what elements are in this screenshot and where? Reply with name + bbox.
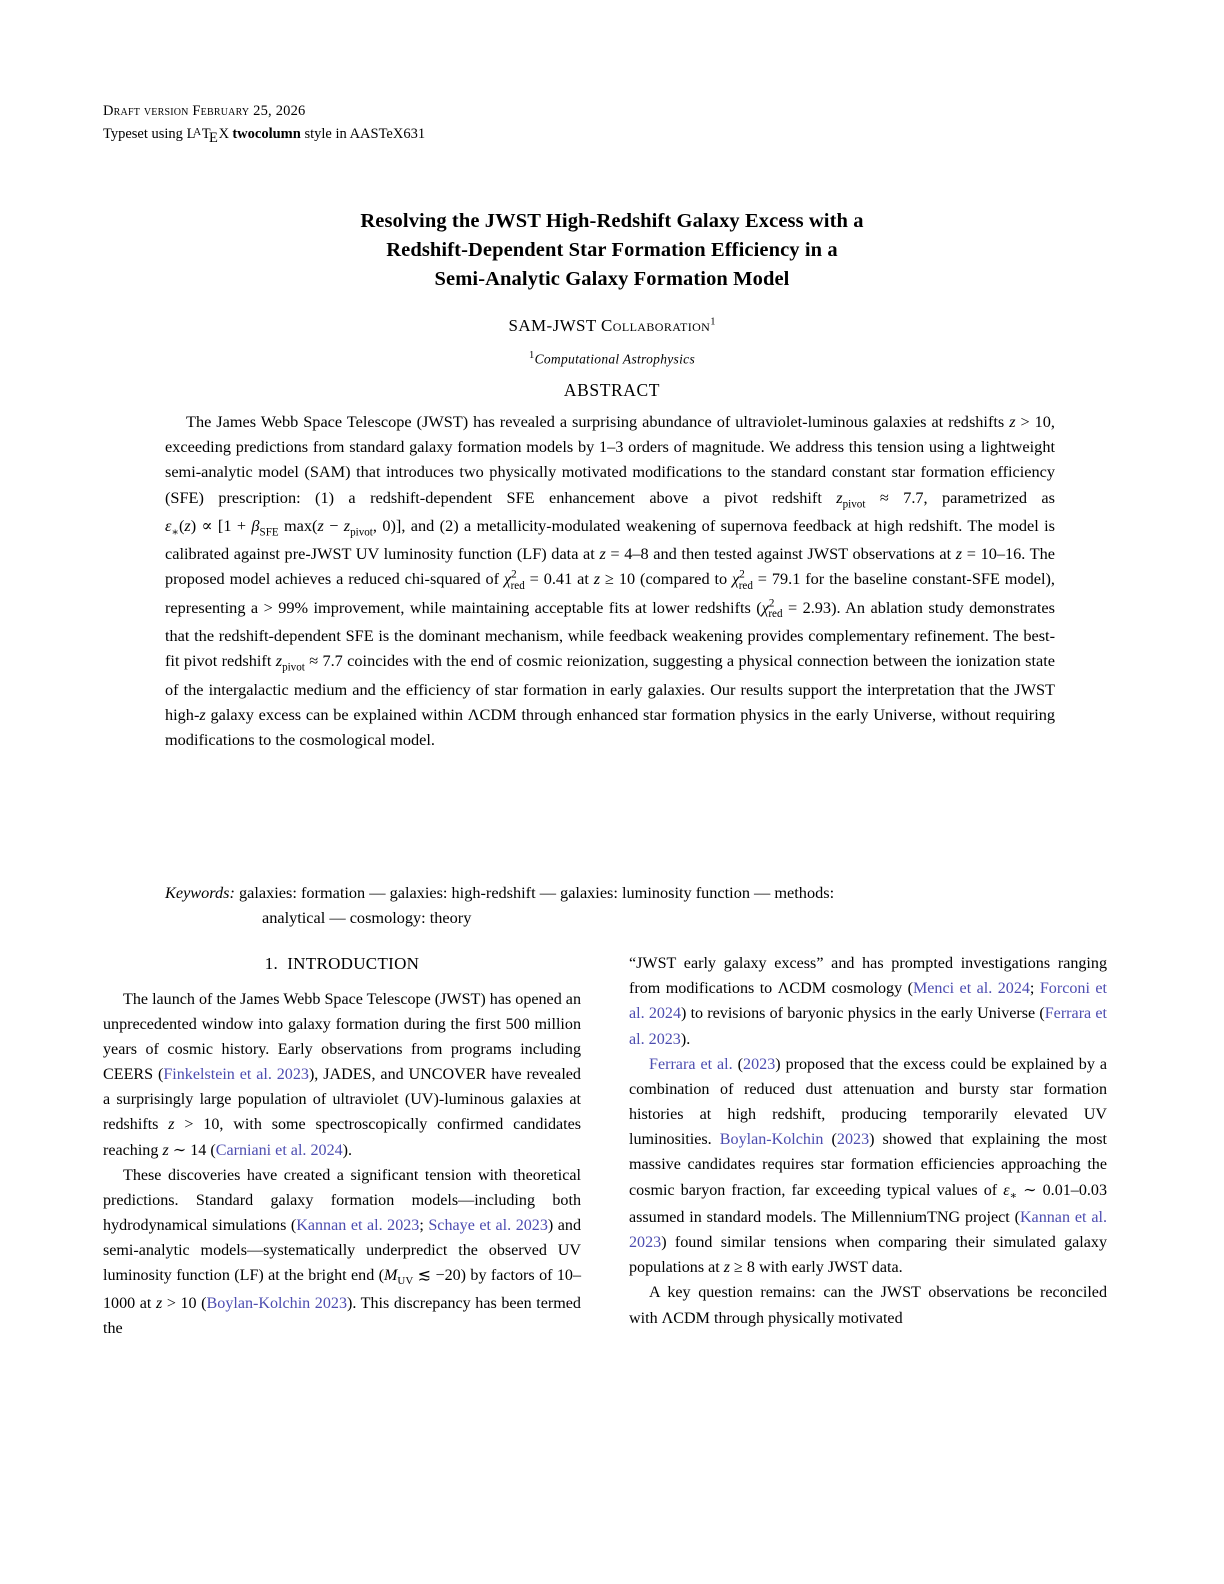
paragraph-intro-5: A key question remains: can the JWST observations be reconciled with ΛCDM through physically motivated	[629, 1284, 1107, 1327]
page-title	[152, 207, 1072, 294]
title-line-3: Semi-Analytic Galaxy Formation Model	[434, 268, 790, 291]
citation-carniani-2024[interactable]: Carniani et al. 2024	[215, 1141, 343, 1159]
title-line-1: Resolving the JWST High-Redshift Galaxy Excess with a	[360, 210, 864, 232]
citation-boylan-kolchin-year[interactable]: 2023	[836, 1131, 870, 1149]
section-number: 1.	[264, 954, 279, 973]
keywords-block	[165, 880, 1055, 931]
abstract-paragraph: The James Webb Space Telescope (JWST) has revealed a surprising abundance of ultraviolet-luminous galaxies at redshifts z > 10, exceeding predictions from standard galaxy formation models by 1–3 orders of magnitude. We address this tension using a lightweight semi-analytic model (SAM) that introduces two physically motivated modifications to the standard constant star formation efficiency (SFE) prescription: (1) a redshift-dependent SFE enhancement above a pivot redshift $z_{pivot} \approx 7.7$, parametrized as $\varepsilon_∗(z) \propto [1 + \beta_{SFE}$ $\max(z - z_{pivot}$, 0)], and (2) a metallicity-modulated weakening of supernova feedback at high redshift. The model is calibrated against pre-JWST UV luminosity function (LF) data at z = 4–8 and then tested against JWST observations at z = 10–16. The proposed model achieves a reduced chi-squared of $\chi^2_{red} = 0.41$ at z ≥ 10 (compared to $\chi^2_{red} = 79.1$ for the baseline constant-SFE model), representing a > 99% improvement, while maintaining acceptable fits at lower redshifts $(\chi^2_{red} = 2.93)$. An ablation study demonstrates that the redshift-dependent SFE is the dominant mechanism, while feedback weakening provides complementary refinement. The best-fit pivot redshift $z_{pivot} \approx 7.7$ coincides with the end of cosmic reionization, suggesting a physical connection between the ionization state of the intergalactic medium and the efficiency of star formation in early galaxies. Our results support the interpretation that the JWST high-z galaxy excess can be explained within ΛCDM through enhanced star formation physics in the early Universe, without requiring modifications to the cosmological model.	[165, 412, 1056, 749]
typeset-prefix: Typeset using	[103, 126, 187, 143]
keywords-line-2: analytical — cosmology: theory	[262, 908, 472, 928]
title-block	[152, 207, 1072, 368]
affiliation-marker: 1	[529, 350, 535, 362]
citation-schaye-2023[interactable]: Schaye et al. 2023	[428, 1217, 548, 1235]
typeset-line	[103, 123, 1123, 145]
citation-forconi-2024[interactable]: Forconi et al. 2024	[629, 980, 1108, 1023]
latex-logo: $L^A$ TEX	[186, 125, 229, 146]
paragraph-intro-3: “JWST early galaxy excess” and has prompted investigations ranging from modifications to ΛCDM cosmology (Menci et al. 2024; Forconi et al. 2024) to revisions of baryonic physics in the early Universe (Ferrara et al. 2023).	[629, 955, 1108, 1048]
citation-ferrara-year[interactable]: 2023	[743, 1055, 776, 1073]
keywords-label: Keywords:	[165, 883, 235, 902]
citation-menci-2024[interactable]: Menci et al. 2024	[912, 980, 1030, 998]
affiliation-text: Computational Astrophysics	[534, 351, 695, 367]
paragraph-intro-4: Ferrara et al. (2023) proposed that the excess could be explained by a combination of reduced dust attenuation and bursty star formation histories at high redshift, producing temporarily elevated UV luminosities. Boylan-Kolchin (2023) showed that explaining the most massive candidates requires star formation efficiencies approaching the cosmic baryon fraction, far exceeding typical values of $\varepsilon_∗$ ∼ 0.01–0.03 assumed in standard models. The MillenniumTNG project (Kannan et al. 2023) found similar tensions when comparing their simulated galaxy populations at z ≥ 8 with early JWST data.	[629, 1055, 1108, 1277]
body-column-left	[103, 951, 581, 1341]
citation-ferrara-et-al[interactable]: Ferrara et al.	[649, 1055, 733, 1073]
citation-finkelstein-2023[interactable]: Finkelstein et al. 2023	[163, 1066, 309, 1084]
citation-ferrara-2023[interactable]: Ferrara et al. 2023	[629, 1005, 1107, 1048]
title-line-2: Redshift-Dependent Star Formation Efficiency in a	[386, 239, 838, 262]
citation-boylan-kolchin-2023[interactable]: Boylan-Kolchin 2023	[206, 1294, 347, 1312]
section-heading-introduction	[103, 951, 581, 978]
paragraph-intro-1: The launch of the James Webb Space Telescope (JWST) has opened an unprecedented window into galaxy formation during the first 500 million years of cosmic history. Early observations from programs including CEERS (Finkelstein et al. 2023), JADES, and UNCOVER have revealed a surprisingly large population of ultraviolet (UV)-luminous galaxies at redshifts z > 10, with some spectroscopically confirmed candidates reaching z ∼ 14 (Carniani et al. 2024).	[103, 990, 582, 1159]
citation-boylan-kolchin-name[interactable]: Boylan-Kolchin	[719, 1131, 824, 1149]
draft-version-line: Draft version February 25, 2026	[103, 103, 306, 119]
style-name: twocolumn	[232, 126, 301, 143]
section-title: INTRODUCTION	[287, 954, 420, 973]
typeset-suffix: style in AASTeX631	[300, 126, 426, 143]
author-affiliation-marker: 1	[710, 316, 716, 328]
keywords-line-1: galaxies: formation — galaxies: high-redshift — galaxies: luminosity function — methods:	[239, 883, 835, 902]
abstract-heading: ABSTRACT	[563, 380, 661, 400]
author-list	[152, 316, 1072, 336]
citation-kannan-2023-mtng[interactable]: Kannan et al. 2023	[629, 1208, 1107, 1252]
body-column-right	[629, 951, 1107, 1331]
abstract-body	[165, 409, 1055, 752]
affiliation	[152, 350, 1072, 368]
paragraph-intro-2: These discoveries have created a significant tension with theoretical predictions. Standard galaxy formation models—including both hydrodynamical simulations (Kannan et al. 2023; Schaye et al. 2023) and semi-analytic models—systematically underpredict the observed UV luminosity function (LF) at the bright end ($M_{UV}$ ≲ −20) by factors of 10–1000 at z > 10 (Boylan-Kolchin 2023). This discrepancy has been termed the	[103, 1166, 582, 1338]
citation-kannan-2023[interactable]: Kannan et al. 2023	[296, 1217, 420, 1235]
author-name: SAM-JWST Collaboration	[508, 316, 711, 336]
document-header	[103, 100, 1123, 146]
